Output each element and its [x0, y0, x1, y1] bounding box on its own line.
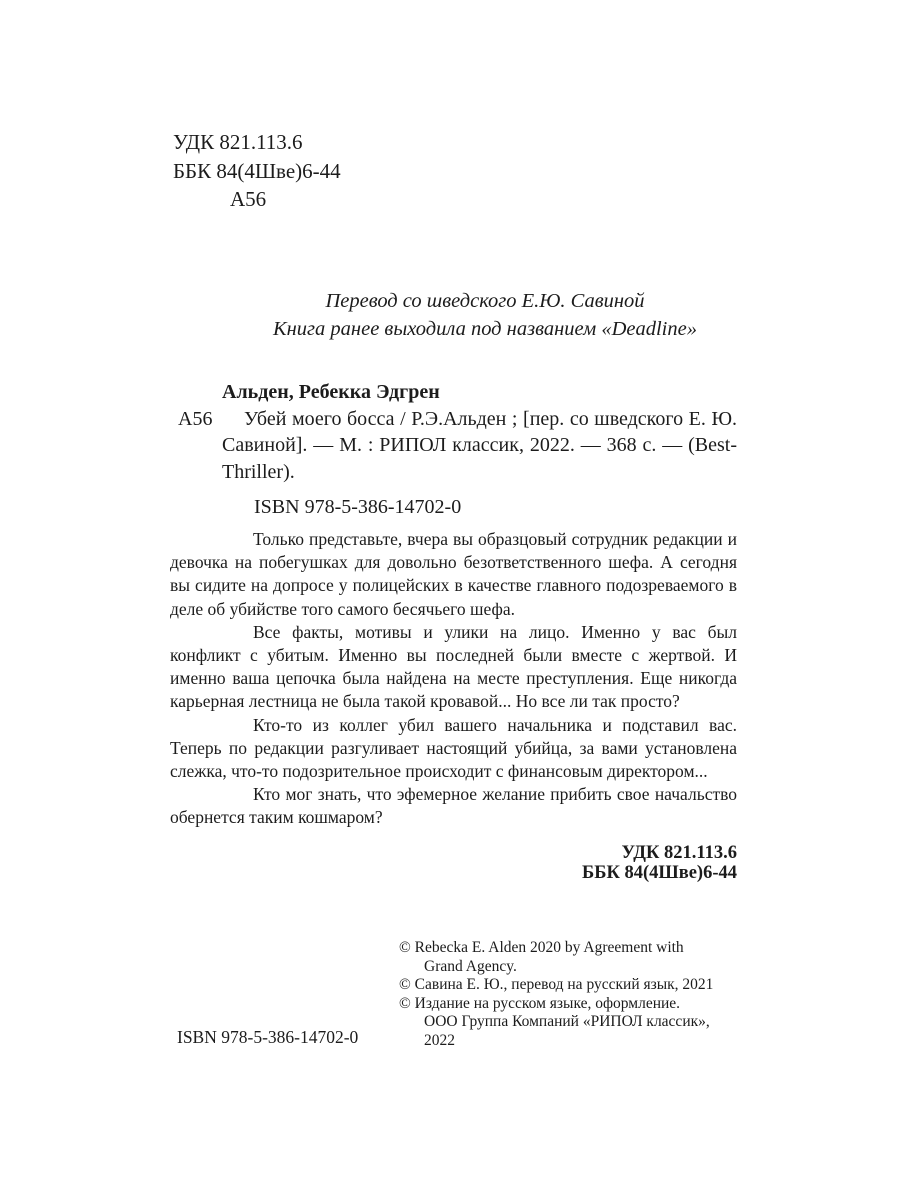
previous-title-line: Книга ранее выходила под названием «Deadline»	[273, 318, 697, 340]
footer-udk-code: УДК 821.113.6	[621, 843, 737, 863]
author-sign-code-margin: А56	[178, 407, 213, 430]
bbk-code: ББК 84(4Шве)6-44	[173, 158, 341, 183]
copyright-line: © Савина Е. Ю., перевод на русский язык, 2021	[399, 976, 714, 994]
copyright-line: ООО Группа Компаний «РИПОЛ классик»,	[424, 1013, 710, 1031]
copyright-block	[399, 939, 769, 1051]
annotation-paragraph: Кто мог знать, что эфемерное желание прибить свое начальство обернется таким кошмаром?	[170, 784, 737, 828]
copyright-line: © Rebecka E. Alden 2020 by Agreement with	[399, 939, 684, 956]
copyright-line: Grand Agency.	[424, 957, 517, 975]
footer-bbk-code: ББК 84(4Шве)6-44	[581, 862, 737, 883]
copyright-line: © Издание на русском языке, оформление.	[399, 994, 681, 1012]
footer-cataloguing-codes	[437, 844, 737, 883]
bibliographic-description: Убей моего босса / Р.Э.Альден ; [пер. со шведского Е. Ю. Савиной]. — М. : РИПОЛ классик, 2022. — 368 с. — (Best-Thriller).	[222, 407, 737, 483]
author-heading: Альден, Ребекка Эдгрен	[222, 381, 440, 403]
copyright-line: 2022	[424, 1031, 455, 1049]
top-cataloguing-codes	[173, 128, 341, 214]
translation-note	[170, 287, 800, 343]
translator-line: Перевод со шведского Е.Ю. Савиной	[325, 290, 645, 312]
annotation-paragraph: Кто-то из коллег убил вашего начальника и подставил вас. Теперь по редакции разгуливает настоящий убийца, за вами установлена слежка, что-то подозрительное происходит с финансовым директором...	[170, 714, 737, 782]
annotation-paragraph: Только представьте, вчера вы образцовый сотрудник редакции и девочка на побегушках для довольно безответственного шефа. А сегодня вы сидите на допросе у полицейских в качестве главного подозреваемого в деле об убийстве того самого бесячьего шефа.	[170, 529, 737, 619]
annotation-paragraph: Все факты, мотивы и улики на лицо. Именно у вас был конфликт с убитым. Именно вы последней были вместе с жертвой. И именно ваша цепочка была найдена на месте преступления. Еще никогда карьерная лестница не была такой кровавой... Но все ли так просто?	[170, 621, 737, 712]
annotation-block	[170, 528, 737, 830]
bibliographic-entry	[178, 406, 737, 486]
udk-code: УДК 821.113.6	[173, 130, 303, 154]
author-sign-code: А56	[230, 187, 267, 211]
isbn-number-footer: ISBN 978-5-386-14702-0	[177, 1027, 359, 1047]
isbn-number: ISBN 978-5-386-14702-0	[254, 496, 462, 518]
catalog-card	[178, 379, 737, 485]
